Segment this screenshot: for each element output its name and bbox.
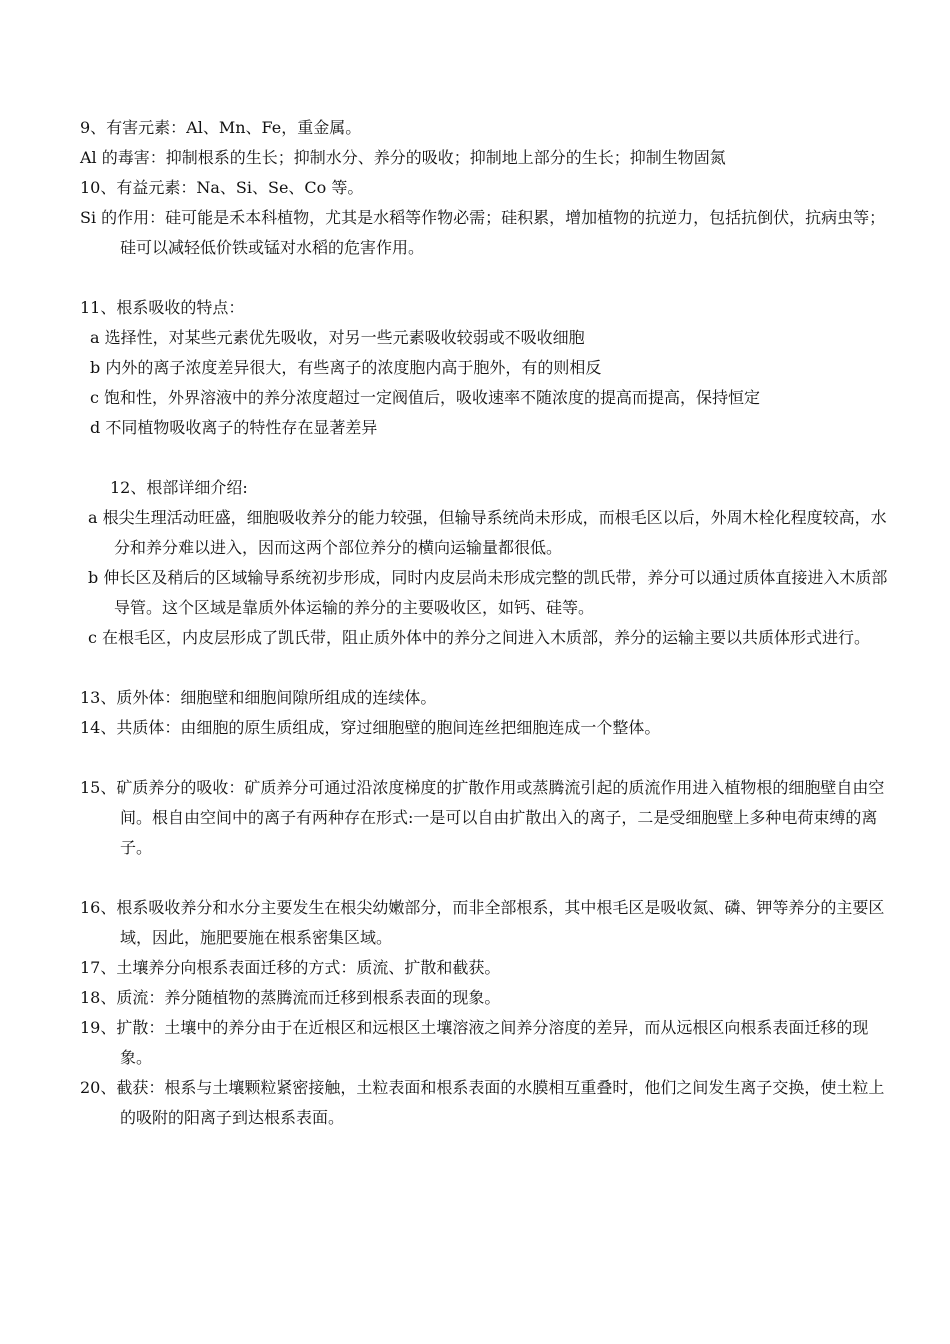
- spacer: [80, 653, 895, 683]
- item-19: 19、扩散：土壤中的养分由于在近根区和远根区土壤溶液之间养分溶度的差异，而从远根区向根系表面迁移的现象。: [80, 1018, 869, 1067]
- item-11-a: a 选择性，对某些元素优先吸收，对另一些元素吸收较弱或不吸收细胞: [90, 328, 585, 347]
- spacer: [80, 443, 895, 473]
- document-body: [80, 113, 895, 1133]
- item-11: 11、根系吸收的特点：: [80, 298, 245, 317]
- item-12-c: c 在根毛区，内皮层形成了凯氏带，阻止质外体中的养分之间进入木质部，养分的运输主要以共质体形式进行。: [88, 628, 871, 647]
- item-11-b: b 内外的离子浓度差异很大，有些离子的浓度胞内高于胞外，有的则相反: [90, 358, 602, 377]
- item-11-c: c 饱和性，外界溶液中的养分浓度超过一定阀值后，吸收速率不随浓度的提高而提高，保持恒定: [90, 388, 761, 407]
- item-10: 10、有益元素：Na、Si、Se、Co 等。: [80, 178, 364, 197]
- item-20: 20、截获：根系与土壤颗粒紧密接触，土粒表面和根系表面的水膜相互重叠时，他们之间发生离子交换，使土粒上的吸附的阳离子到达根系表面。: [80, 1078, 885, 1127]
- item-12: 12、根部详细介绍:: [110, 478, 248, 497]
- item-16: 16、根系吸收养分和水分主要发生在根尖幼嫩部分，而非全部根系，其中根毛区是吸收氮、磷、钾等养分的主要区域，因此，施肥要施在根系密集区域。: [80, 898, 885, 947]
- item-9: 9、有害元素：Al、Mn、Fe，重金属。: [80, 118, 362, 137]
- item-14: 14、共质体：由细胞的原生质组成，穿过细胞壁的胞间连丝把细胞连成一个整体。: [80, 718, 661, 737]
- spacer: [80, 863, 895, 893]
- item-17: 17、土壤养分向根系表面迁移的方式：质流、扩散和截获。: [80, 958, 501, 977]
- item-11-d: d 不同植物吸收离子的特性存在显著差异: [90, 418, 378, 437]
- item-13: 13、质外体：细胞壁和细胞间隙所组成的连续体。: [80, 688, 437, 707]
- item-9-al-toxicity: Al 的毒害：抑制根系的生长；抑制水分、养分的吸收；抑制地上部分的生长；抑制生物固氮: [80, 148, 726, 167]
- item-15: 15、矿质养分的吸收：矿质养分可通过沿浓度梯度的扩散作用或蒸腾流引起的质流作用进入植物根的细胞壁自由空间。根自由空间中的离子有两种存在形式:一是可以自由扩散出入的离子，二是受细胞壁上多种电荷束缚的离子。: [80, 778, 885, 857]
- spacer: [80, 743, 895, 773]
- item-18: 18、质流：养分随植物的蒸腾流而迁移到根系表面的现象。: [80, 988, 501, 1007]
- item-12-a: a 根尖生理活动旺盛，细胞吸收养分的能力较强，但输导系统尚未形成，而根毛区以后，外周木栓化程度较高，水分和养分难以进入，因而这两个部位养分的横向运输量都很低。: [88, 508, 887, 557]
- item-12-b: b 伸长区及稍后的区域输导系统初步形成，同时内皮层尚未形成完整的凯氏带，养分可以通过质体直接进入木质部导管。这个区域是靠质外体运输的养分的主要吸收区，如钙、硅等。: [88, 568, 888, 617]
- spacer: [80, 263, 895, 293]
- item-10-si-function: Si 的作用：硅可能是禾本科植物，尤其是水稻等作物必需；硅积累，增加植物的抗逆力，包括抗倒伏，抗病虫等；硅可以减轻低价铁或锰对水稻的危害作用。: [80, 208, 886, 257]
